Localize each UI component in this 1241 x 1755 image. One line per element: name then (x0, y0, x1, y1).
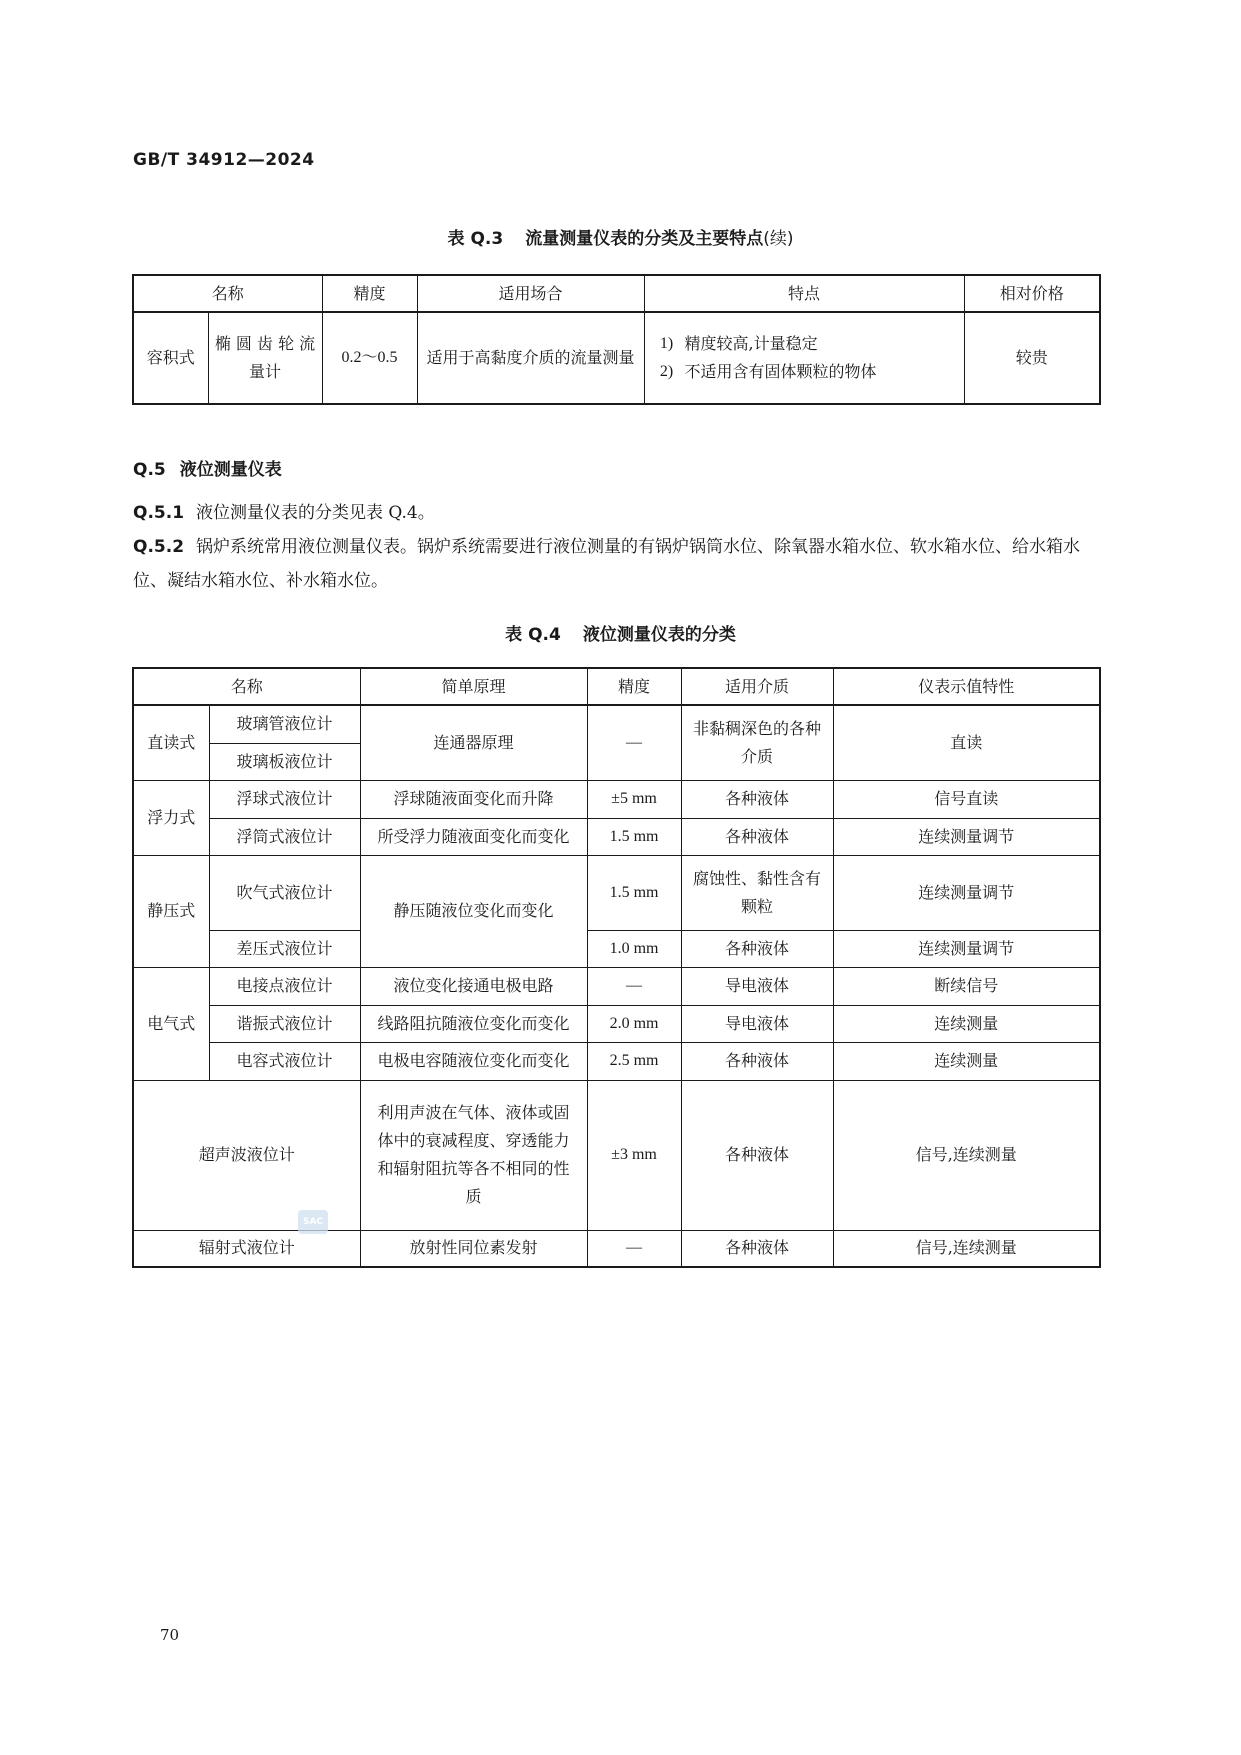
display-cell: 连续测量调节 (833, 855, 1100, 930)
paragraph-text: 液位测量仪表的分类见表 Q.4。 (196, 503, 435, 523)
q3-precision-cell: 0.2～0.5 (322, 312, 417, 404)
precision-cell: 2.0 mm (587, 1005, 681, 1042)
medium-cell: 各种液体 (681, 1080, 833, 1230)
principle-cell: 连通器原理 (360, 705, 587, 780)
q3-price-cell: 较贵 (964, 312, 1100, 404)
table-row (133, 818, 1100, 855)
page-number: 70 (160, 1626, 180, 1644)
display-cell: 连续测量 (833, 1005, 1100, 1042)
table-row (133, 1080, 1100, 1230)
feature-text: 不适用含有固体颗粒的物体 (684, 362, 877, 381)
paragraph-q5-1 (133, 496, 1101, 530)
precision-cell: ±3 mm (587, 1080, 681, 1230)
precision-cell: 1.5 mm (587, 855, 681, 930)
instrument-name: 谐振式液位计 (209, 1005, 360, 1042)
display-cell: 信号,连续测量 (833, 1080, 1100, 1230)
q3-name-cell: 椭 圆 齿 轮 流量计 (208, 312, 322, 404)
instrument-name: 差压式液位计 (209, 930, 360, 967)
principle-cell: 线路阻抗随液位变化而变化 (360, 1005, 587, 1042)
q3-header-features: 特点 (644, 275, 964, 312)
group-label-buoyancy: 浮力式 (133, 780, 209, 855)
q3-header-name: 名称 (133, 275, 322, 312)
display-cell: 连续测量调节 (833, 818, 1100, 855)
table-q3-title-text: 流量测量仪表的分类及主要特点 (525, 229, 764, 249)
medium-cell: 导电液体 (681, 1005, 833, 1042)
precision-cell: 1.0 mm (587, 930, 681, 967)
medium-cell: 各种液体 (681, 1230, 833, 1267)
medium-cell: 各种液体 (681, 780, 833, 818)
group-label-static: 静压式 (133, 855, 209, 967)
precision-cell: — (587, 705, 681, 780)
table-q3-continued: (续) (763, 229, 794, 249)
section-number: Q.5 (133, 460, 166, 480)
instrument-name: 吹气式液位计 (209, 855, 360, 930)
table-row (133, 1042, 1100, 1080)
q3-features-cell (644, 312, 964, 404)
paragraph-text: 锅炉系统常用液位测量仪表。锅炉系统需要进行液位测量的有锅炉锅筒水位、除氧器水箱水位、软水箱水位、给水箱水位、凝结水箱水位、补水箱水位。 (133, 537, 1081, 591)
table-q3-number: 表 Q.3 (447, 229, 504, 249)
q3-application-cell: 适用于高黏度介质的流量测量 (417, 312, 644, 404)
table-row (133, 855, 1100, 930)
table-q4 (132, 667, 1101, 1268)
table-row (133, 967, 1100, 1005)
medium-cell: 非黏稠深色的各种介质 (681, 705, 833, 780)
table-q4-title-text: 液位测量仪表的分类 (582, 625, 736, 645)
instrument-name: 辐射式液位计 (133, 1230, 360, 1267)
precision-cell: — (587, 967, 681, 1005)
group-label-electric: 电气式 (133, 967, 209, 1080)
table-row (133, 1230, 1100, 1267)
q4-header-name: 名称 (133, 668, 360, 705)
instrument-name: 电容式液位计 (209, 1042, 360, 1080)
principle-cell: 浮球随液面变化而升降 (360, 780, 587, 818)
section-heading (133, 455, 282, 480)
paragraph-q5-2 (133, 530, 1101, 598)
display-cell: 连续测量 (833, 1042, 1100, 1080)
table-row (133, 312, 1100, 404)
precision-cell: — (587, 1230, 681, 1267)
paragraph-number: Q.5.1 (133, 503, 185, 523)
q4-header-principle: 简单原理 (360, 668, 587, 705)
table-q3-title (0, 224, 1241, 249)
table-q3 (132, 274, 1101, 405)
medium-cell: 腐蚀性、黏性含有颗粒 (681, 855, 833, 930)
precision-cell: ±5 mm (587, 780, 681, 818)
display-cell: 断续信号 (833, 967, 1100, 1005)
q3-header-application: 适用场合 (417, 275, 644, 312)
feature-number: 2) (659, 363, 674, 380)
watermark-logo: SAC (298, 1210, 328, 1234)
principle-cell: 利用声波在气体、液体或固体中的衰减程度、穿透能力和辐射阻抗等各不相同的性质 (360, 1080, 587, 1230)
instrument-name: 玻璃板液位计 (209, 743, 360, 780)
display-cell: 直读 (833, 705, 1100, 780)
table-row (133, 780, 1100, 818)
section-title: 液位测量仪表 (179, 460, 282, 480)
table-q4-number: 表 Q.4 (505, 625, 561, 645)
q3-type-cell: 容积式 (133, 312, 208, 404)
precision-cell: 1.5 mm (587, 818, 681, 855)
table-q4-header-row (133, 668, 1100, 705)
display-cell: 连续测量调节 (833, 930, 1100, 967)
instrument-name: 浮筒式液位计 (209, 818, 360, 855)
instrument-name: 电接点液位计 (209, 967, 360, 1005)
medium-cell: 导电液体 (681, 967, 833, 1005)
feature-line (649, 358, 960, 386)
medium-cell: 各种液体 (681, 1042, 833, 1080)
q3-header-price: 相对价格 (964, 275, 1100, 312)
instrument-name: 浮球式液位计 (209, 780, 360, 818)
q4-header-display: 仪表示值特性 (833, 668, 1100, 705)
feature-line (649, 330, 960, 358)
principle-cell: 电极电容随液位变化而变化 (360, 1042, 587, 1080)
display-cell: 信号直读 (833, 780, 1100, 818)
table-q4-title (0, 620, 1241, 645)
paragraph-number: Q.5.2 (133, 537, 185, 557)
q4-header-precision: 精度 (587, 668, 681, 705)
precision-cell: 2.5 mm (587, 1042, 681, 1080)
display-cell: 信号,连续测量 (833, 1230, 1100, 1267)
principle-cell: 静压随液位变化而变化 (360, 855, 587, 967)
medium-cell: 各种液体 (681, 818, 833, 855)
table-row (133, 1005, 1100, 1042)
instrument-name: 超声波液位计 (133, 1080, 360, 1230)
table-q3-header-row (133, 275, 1100, 312)
medium-cell: 各种液体 (681, 930, 833, 967)
principle-cell: 放射性同位素发射 (360, 1230, 587, 1267)
group-label-direct: 直读式 (133, 705, 209, 780)
principle-cell: 所受浮力随液面变化而变化 (360, 818, 587, 855)
q3-header-precision: 精度 (322, 275, 417, 312)
instrument-name: 玻璃管液位计 (209, 705, 360, 743)
principle-cell: 液位变化接通电极电路 (360, 967, 587, 1005)
table-row (133, 930, 1100, 967)
standard-code: GB/T 34912—2024 (133, 150, 315, 170)
feature-text: 精度较高,计量稳定 (684, 334, 818, 353)
q4-header-medium: 适用介质 (681, 668, 833, 705)
feature-number: 1) (659, 335, 674, 352)
table-row (133, 705, 1100, 743)
